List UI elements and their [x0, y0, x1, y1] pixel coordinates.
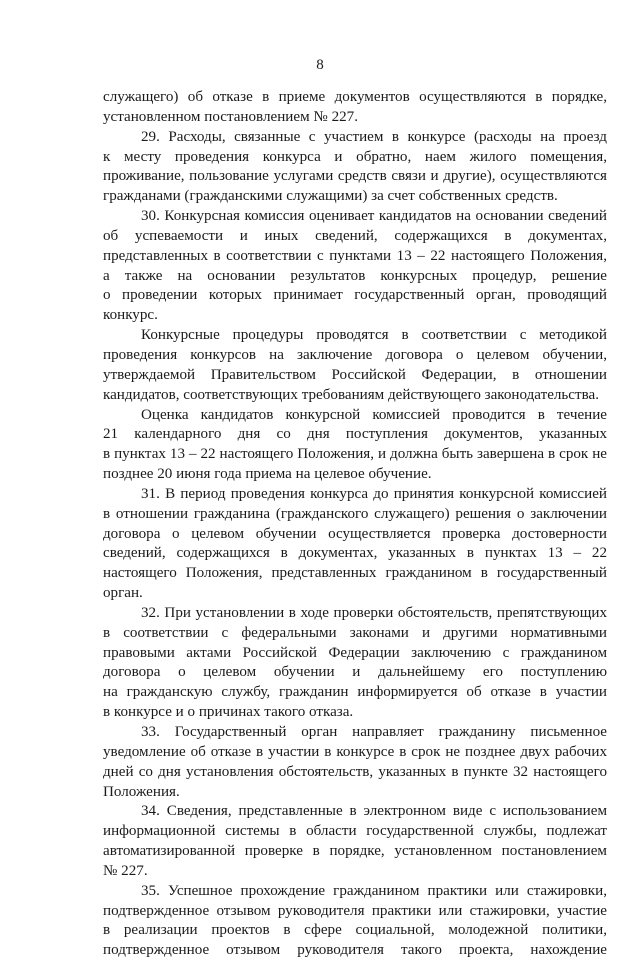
text-line: позднее 20 июня года приема на целевое обучение. [103, 466, 432, 483]
paragraph [103, 406, 607, 485]
text-line: кандидатов, соответствующих требованиям действующего законодательства. [103, 386, 600, 403]
text-line: сведений, содержащихся в документах, указанных в пунктах 13 – 22 [103, 545, 607, 562]
text-line: Оценка кандидатов конкурсной комиссией проводится в течение [141, 406, 607, 423]
text-line: гражданами (гражданскими служащими) за счет собственных средств. [103, 188, 558, 205]
paragraph [103, 485, 607, 604]
text-line: подтвержденное отзывом руководителя практики или стажировки, участие [103, 902, 607, 919]
text-line: 34. Сведения, представленные в электронном виде с использованием [141, 803, 607, 820]
paragraph [103, 604, 607, 723]
document-body [103, 88, 607, 961]
text-line: 33. Государственный орган направляет гражданину письменное [141, 724, 607, 740]
paragraph [103, 207, 607, 326]
text-line: дней со дня установления обстоятельств, указанных в пункте 32 настоящего [103, 763, 607, 780]
text-line: в отношении гражданина (гражданского служащего) решения о заключении [103, 505, 607, 522]
text-line: подтвержденное отзывом руководителя такого проекта, нахождение [103, 942, 607, 959]
text-line: к месту проведения конкурса и обратно, наем жилого помещения, [103, 148, 607, 165]
text-line: служащего) об отказе в приеме документов осуществляются в порядке, [103, 89, 607, 105]
text-line: информационной системы в области государственной службы, подлежат [103, 823, 607, 840]
text-line: в соответствии с федеральными законами и другими нормативными [103, 624, 607, 641]
text-line: 31. В период проведения конкурса до принятия конкурсной комиссией [141, 485, 607, 502]
text-line: установленном постановлением № 227. [103, 108, 358, 125]
text-line: представленных в соответствии с пунктами 13 – 22 настоящего Положения, [103, 247, 607, 264]
text-line: о проведении которых принимает государственный орган, проводящий [103, 287, 607, 304]
text-line: 21 календарного дня со дня поступления документов, указанных [103, 426, 607, 443]
text-line: Положения. [103, 783, 180, 800]
text-line: проживание, пользование услугами средств связи и другие), осуществляются [103, 168, 607, 185]
text-line: об успеваемости и иных сведений, содержащихся в документах, [103, 227, 607, 244]
text-line: а также на основании результатов конкурсных процедур, решение [103, 267, 607, 284]
page-number: 8 [316, 57, 324, 73]
text-line: проведения конкурсов на заключение договора о целевом обучении, [103, 346, 607, 363]
paragraph [103, 128, 607, 207]
paragraph [103, 88, 607, 128]
paragraph [103, 723, 607, 802]
text-line: в реализации проектов в сфере социальной, молодежной политики, [103, 922, 607, 939]
text-line: 29. Расходы, связанные с участием в конкурсе (расходы на проезд [141, 128, 607, 145]
text-line: договора о целевом обучении осуществляется проверка достоверности [103, 525, 607, 542]
text-line: конкурс. [103, 307, 158, 324]
text-line: 30. Конкурсная комиссия оценивает кандидатов на основании сведений [141, 208, 607, 225]
text-line: Конкурсные процедуры проводятся в соответствии с методикой [141, 327, 607, 344]
paragraph [103, 802, 607, 881]
paragraph [103, 882, 607, 961]
text-line: настоящего Положения, представленных гражданином в государственный [103, 565, 607, 582]
text-line: 35. Успешное прохождение гражданином практики или стажировки, [141, 882, 607, 899]
text-line: в конкурсе и о причинах такого отказа. [103, 704, 354, 721]
text-line: № 227. [103, 862, 148, 879]
text-line: автоматизированной проверке в порядке, установленном постановлением [103, 843, 607, 860]
text-line: правовыми актами Российской Федерации заключению с гражданином [103, 644, 607, 661]
text-line: на гражданскую службу, гражданин информируется об отказе в участии [103, 684, 607, 701]
text-line: в пунктах 13 – 22 настоящего Положения, и должна быть завершена в срок не [103, 446, 607, 463]
text-line: 32. При установлении в ходе проверки обстоятельств, препятствующих [141, 604, 607, 621]
text-line: орган. [103, 585, 143, 602]
text-line: договора о целевом обучении и дальнейшему его поступлению [103, 664, 607, 681]
paragraph [103, 326, 607, 405]
text-line: утверждаемой Правительством Российской Федерации, в отношении [103, 366, 607, 383]
text-line: уведомление об отказе в участии в конкурсе в срок не позднее двух рабочих [103, 743, 607, 760]
